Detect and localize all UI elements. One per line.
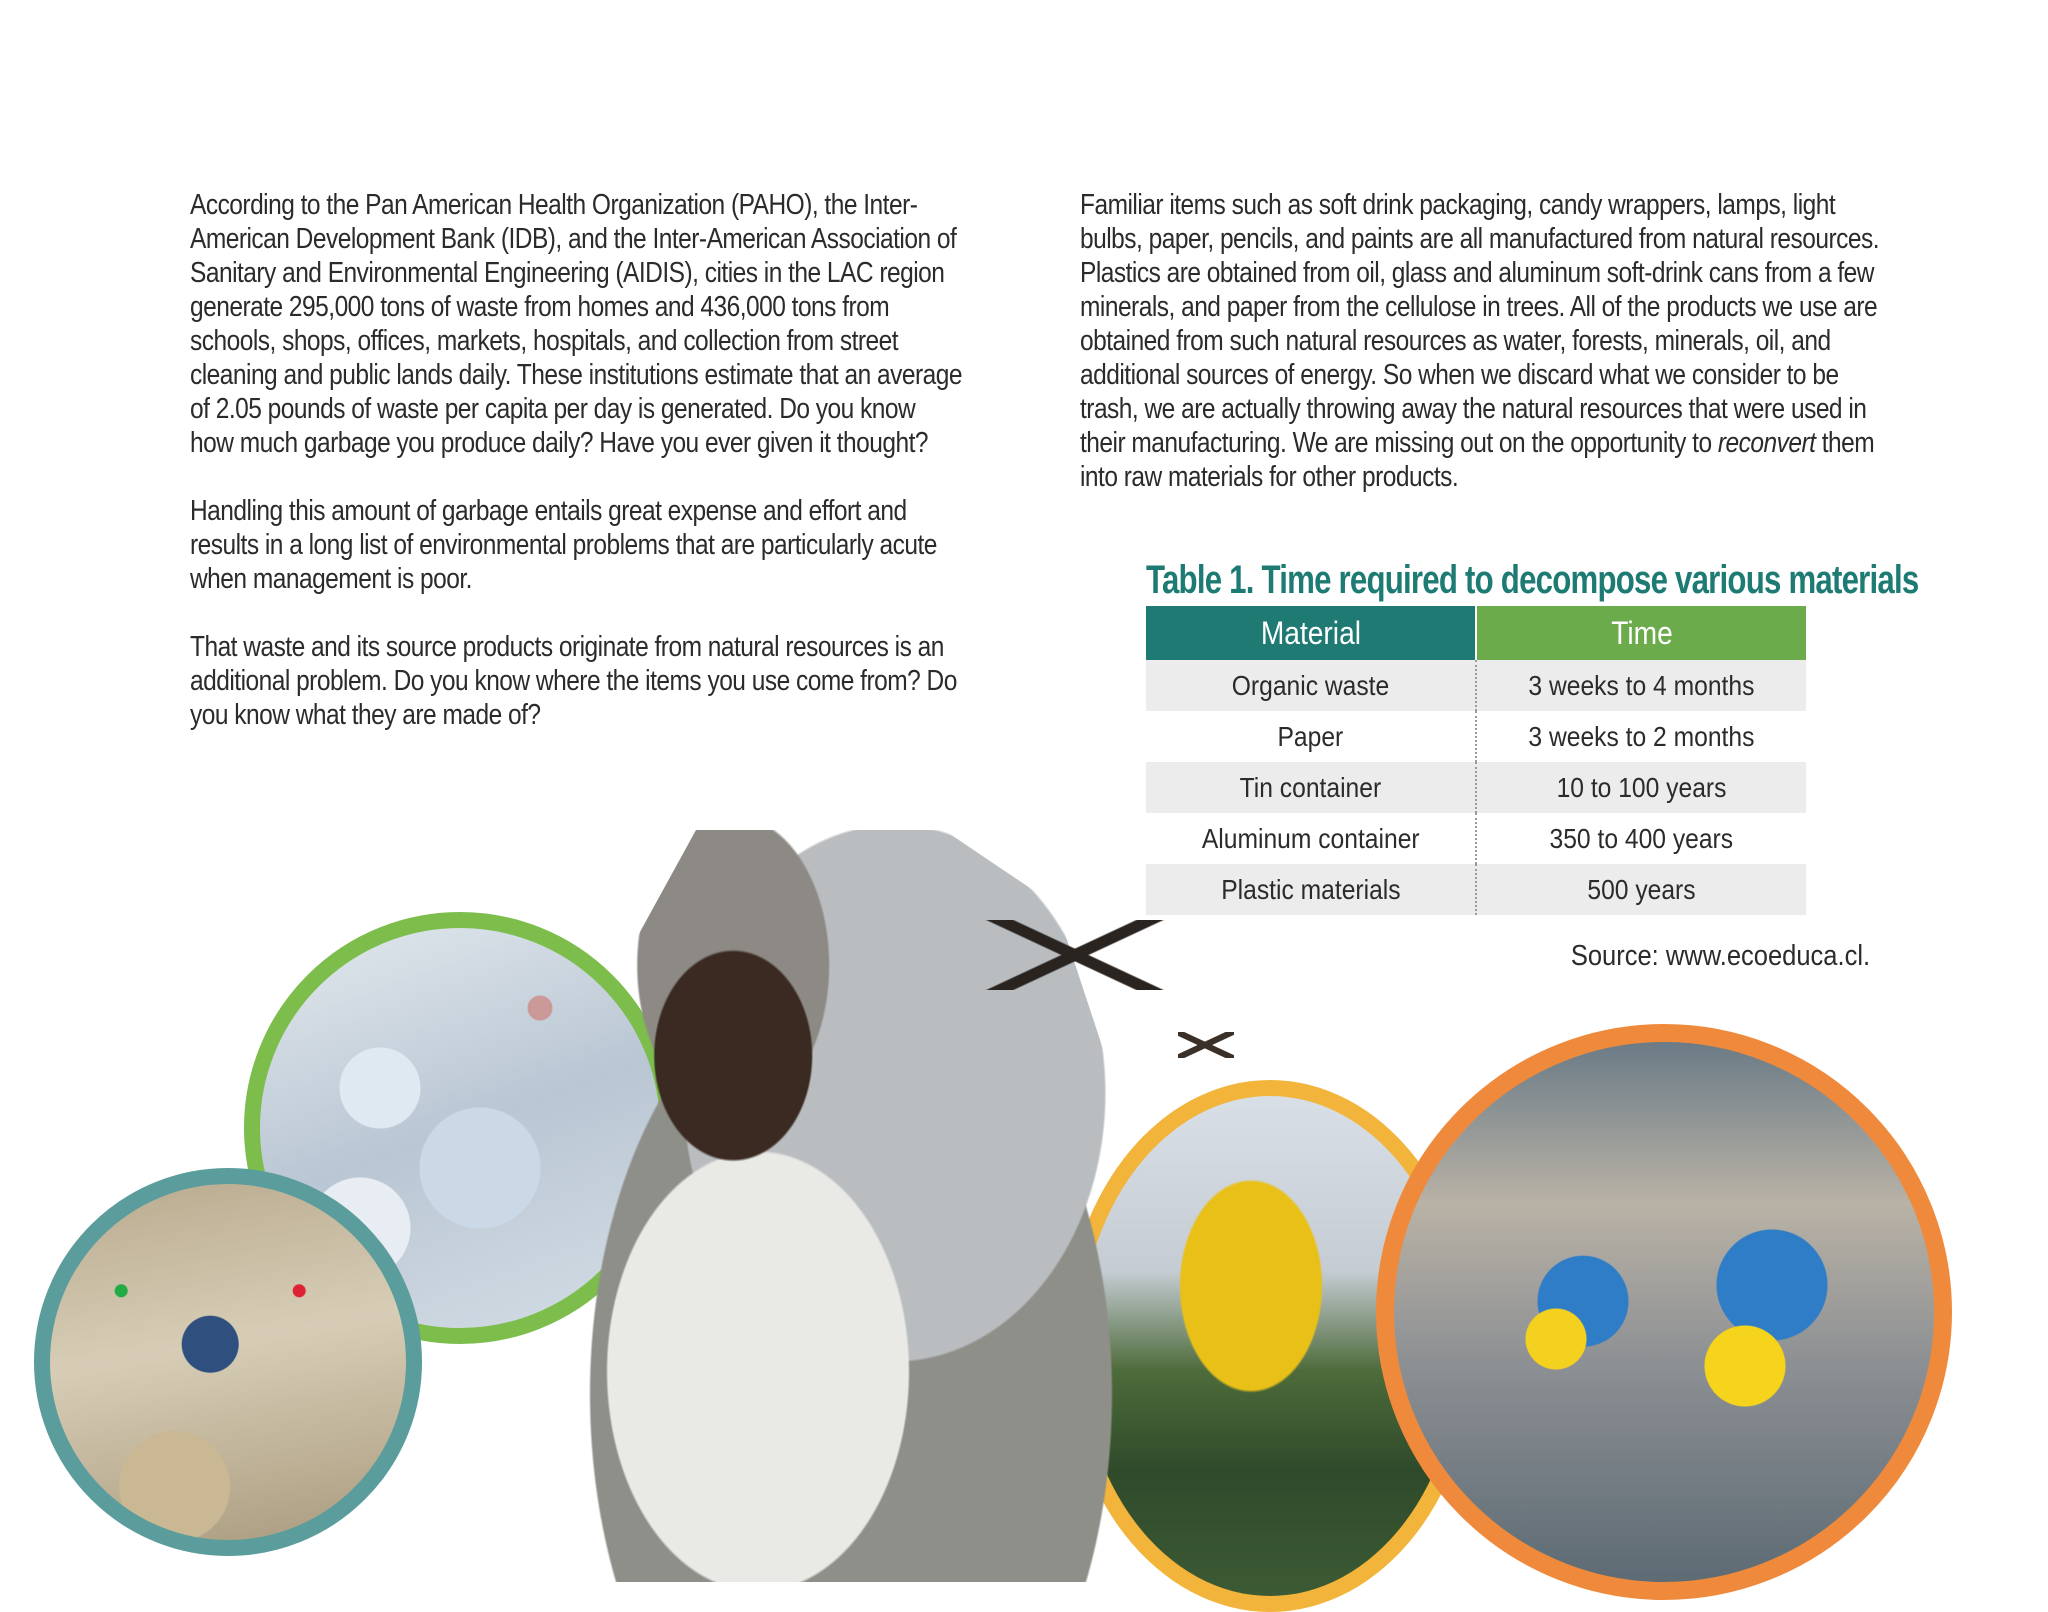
cell-time [1476,762,1806,813]
cell-time [1476,660,1806,711]
sorting-waste-photo [34,1168,422,1556]
cell-time-text: 500 years [1587,873,1696,905]
table-title: Table 1. Time required to decompose various materials [1146,558,1919,602]
cell-material [1146,762,1476,813]
cell-material [1146,660,1476,711]
table-row [1146,660,1806,711]
header-time-label: Time [1610,614,1673,651]
header-material [1146,606,1476,660]
cell-material [1146,864,1476,915]
table-row [1146,864,1806,915]
table-row [1146,813,1806,864]
cell-time [1476,864,1806,915]
cell-material [1146,711,1476,762]
paragraph-waste-statistics: According to the Pan American Health Organization (PAHO), the Inter-American Development Bank (IDB), and the Inter-American Association of Sanitary and Environmental Engineering (AIDIS), cities in the LAC region generate 295,000 tons of waste from homes and 436,000 tons from schools, shops, offices, markets, hospitals, and collection from street cleaning and public lands daily. These institutions estimate that an average of 2.05 pounds of waste per capita per day is generated. Do you know how much garbage you produce daily? Have you ever given it thought? [190,189,962,459]
cell-time-text: 350 to 400 years [1549,822,1734,854]
paragraph-text-part-1: Familiar items such as soft drink packaging, candy wrappers, lamps, light bulbs, paper, pencils, and paints are all manufactured from natural resources. Plastics are obtained from oil, glass and aluminum soft-drink cans from a few minerals, and paper from the cellulose in trees. All of the products we use are obtained from such natural resources as water, forests, minerals, oil, and additional sources of energy. So when we discard what we consider to be trash, we are actually throwing away the natural resources that were used in their manufacturing. We are missing out on the opportunity to [1080,189,1880,459]
cell-material-text: Aluminum container [1201,822,1420,854]
cell-time-text: 3 weeks to 4 months [1528,669,1755,701]
table-row [1146,711,1806,762]
cell-material-text: Paper [1277,720,1344,752]
paragraph-text-part-2: them into raw materials for other products. [1080,427,1875,493]
cell-time [1476,813,1806,864]
italic-word-reconvert: reconvert [1717,427,1816,459]
right-column [1080,188,1880,528]
table-header-row [1146,606,1806,660]
cell-material-text: Organic waste [1231,669,1390,701]
cell-time-text: 3 weeks to 2 months [1528,720,1755,752]
decomposition-table [1146,606,1806,915]
cell-material [1146,813,1476,864]
cell-material-text: Tin container [1239,771,1382,803]
recycling-workers-photo [1376,1024,1952,1600]
cell-material-text: Plastic materials [1220,873,1401,905]
cell-time-text: 10 to 100 years [1556,771,1727,803]
table-row [1146,762,1806,813]
paragraph-familiar-items [1080,188,1880,494]
cell-time [1476,711,1806,762]
small-bird-icon [1178,1032,1234,1058]
header-time [1476,606,1806,660]
table-source: Source: www.ecoeduca.cl. [1570,940,1870,972]
left-column [190,188,964,766]
paragraph-handling-garbage: Handling this amount of garbage entails great expense and effort and results in a long list of environmental problems that are particularly acute when management is poor. [190,495,937,595]
paragraph-natural-resources: That waste and its source products originate from natural resources is an additional problem. Do you know where the items you use come from? Do you know what they are made of? [190,631,957,731]
header-material-label: Material [1260,614,1361,651]
vulture-bird-icon [985,920,1175,990]
